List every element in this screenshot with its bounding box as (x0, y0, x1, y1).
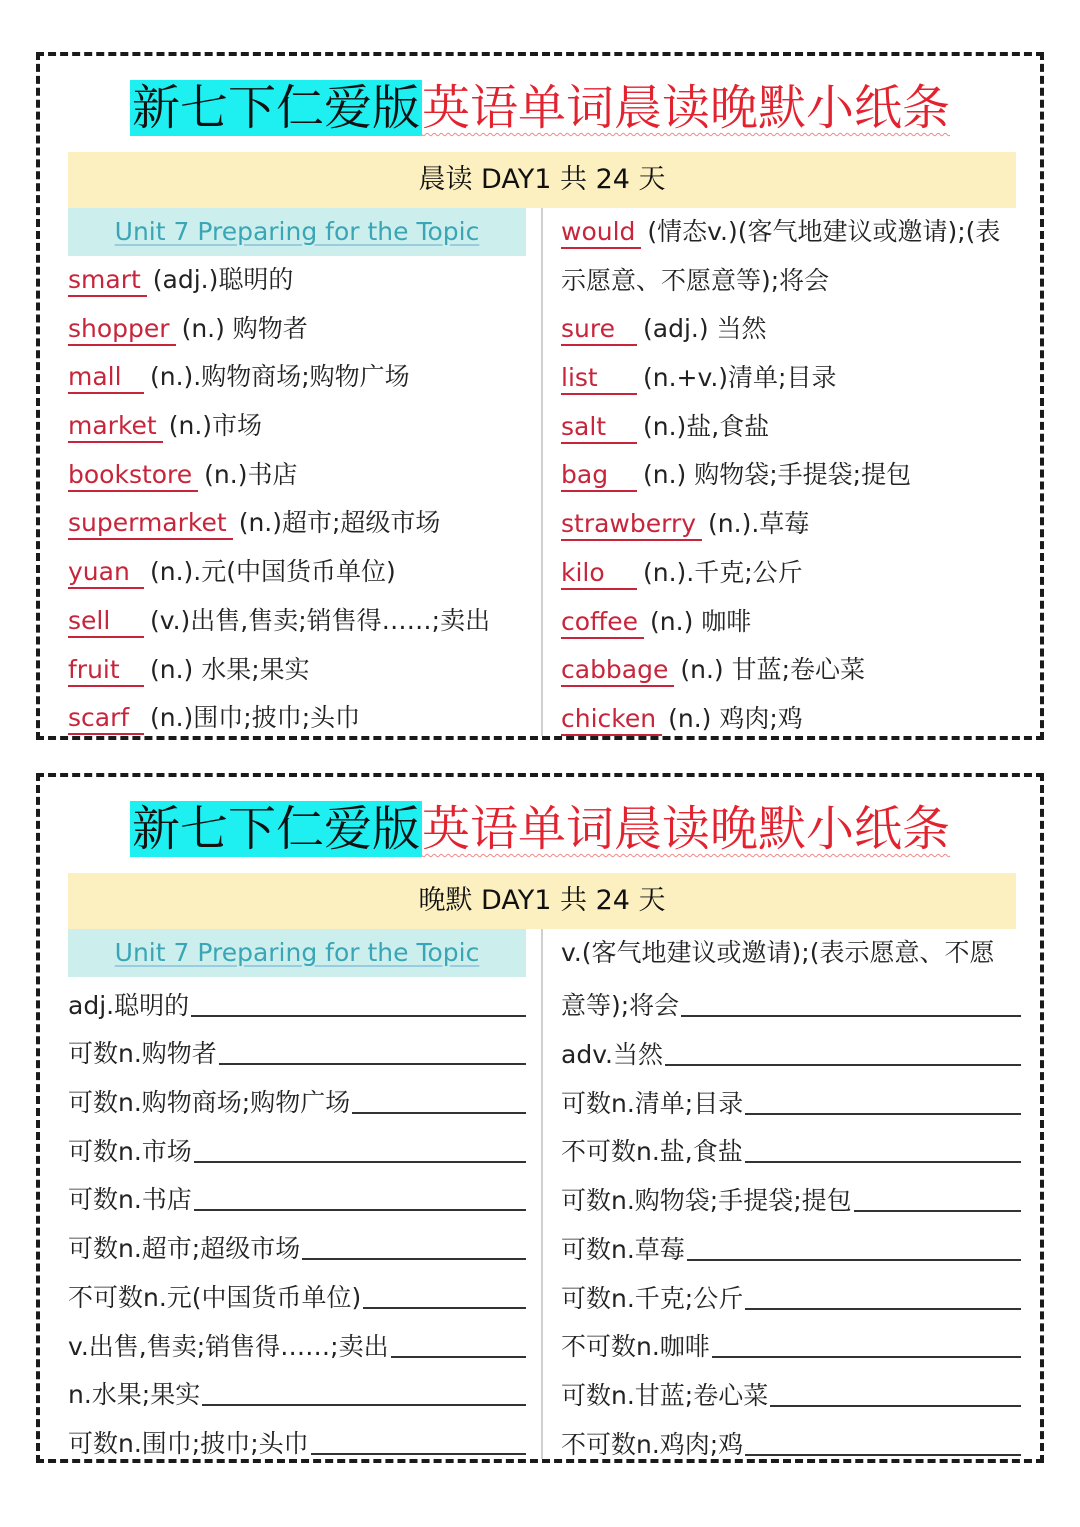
word-row (68, 402, 526, 451)
dictation-cue: 意等);将会 (561, 991, 680, 1021)
word-meaning: (v.)出售,售卖;销售得……;卖出 (150, 605, 491, 635)
dictation-cue: 可数n.围巾;披巾;头巾 (68, 1428, 309, 1458)
vocab-word: yuan (68, 557, 144, 589)
answer-blank-line (191, 1015, 526, 1017)
dictation-cue: 不可数n.鸡肉;鸡 (561, 1429, 744, 1459)
word-row (561, 695, 1021, 744)
dictation-cue: 可数n.市场 (68, 1136, 192, 1166)
dictation-row (561, 1416, 1021, 1465)
vocab-word: mall (68, 362, 144, 394)
word-row (68, 451, 526, 500)
dictation-row (68, 1123, 526, 1172)
vocab-word: sell (68, 606, 144, 638)
vocab-word: kilo (561, 558, 637, 590)
word-row (561, 354, 1021, 403)
vocab-word: bookstore (68, 460, 198, 492)
word-row (561, 451, 1021, 500)
evening-right-column (561, 929, 1021, 1465)
title-red: 英语单词晨读晚默小纸条 (422, 801, 951, 857)
unit-heading: Unit 7 Preparing for the Topic (68, 929, 526, 977)
answer-blank-line (745, 1161, 1021, 1163)
vocab-word: coffee (561, 607, 644, 639)
word-row (561, 646, 1021, 695)
vocab-word: sure (561, 314, 637, 346)
answer-blank-line (194, 1209, 526, 1211)
answer-blank-line (352, 1112, 526, 1114)
dictation-cue: 可数n.清单;目录 (561, 1088, 744, 1118)
word-row (561, 598, 1021, 647)
word-meaning: (n.) 甘蓝;卷心菜 (680, 655, 866, 685)
vocab-word: market (68, 411, 163, 443)
dictation-row (561, 1075, 1021, 1124)
answer-blank-line (681, 1015, 1021, 1017)
dictation-cue: 可数n.购物袋;手提袋;提包 (561, 1186, 852, 1216)
dictation-cue: 可数n.书店 (68, 1185, 192, 1215)
word-row (68, 353, 526, 402)
vocab-word: cabbage (561, 655, 674, 687)
word-row (561, 549, 1021, 598)
word-meaning: (adj.) 当然 (643, 314, 767, 344)
word-row (68, 499, 526, 548)
word-row (561, 305, 1021, 354)
word-meaning: (n.).购物商场;购物广场 (150, 362, 410, 392)
morning-left-column (68, 208, 526, 743)
dictation-cue: 可数n.超市;超级市场 (68, 1234, 301, 1264)
unit-heading: Unit 7 Preparing for the Topic (68, 208, 526, 256)
vocab-word: salt (561, 412, 637, 444)
word-row (68, 597, 526, 646)
dictation-row (68, 1026, 526, 1075)
dictation-row (68, 1074, 526, 1123)
vocab-word: fruit (68, 655, 144, 687)
word-row (68, 694, 526, 743)
dictation-row (68, 1220, 526, 1269)
word-meaning: (n.+v.)清单;目录 (643, 363, 837, 393)
dictation-row (68, 1172, 526, 1221)
answer-blank-line (745, 1113, 1021, 1115)
answer-blank-line (854, 1210, 1021, 1212)
answer-blank-line (302, 1258, 526, 1260)
word-row (68, 646, 526, 695)
dictation-cue: 可数n.草莓 (561, 1234, 685, 1264)
morning-reading-card (36, 52, 1044, 740)
title-highlight: 新七下仁爱版 (131, 801, 420, 857)
vocab-word: bag (561, 460, 637, 492)
word-meaning: (n.)超市;超级市场 (238, 508, 441, 538)
dictation-row (68, 1367, 526, 1416)
word-meaning: (情态v.)(客气地建议或邀请);(表 (647, 217, 1001, 246)
dictation-cue: v.(客气地建议或邀请);(表示愿意、不愿 (561, 938, 995, 967)
word-row (561, 403, 1021, 452)
answer-blank-line (665, 1064, 1021, 1066)
dictation-row (68, 1269, 526, 1318)
dictation-row (68, 1415, 526, 1464)
day-bar: 晨读 DAY1 共 24 天 (68, 152, 1016, 208)
word-row (68, 256, 526, 305)
column-divider (541, 929, 543, 1459)
word-meaning: (n.).元(中国货币单位) (150, 557, 396, 587)
word-meaning: (n.) 水果;果实 (150, 654, 310, 684)
vocab-word: scarf (68, 703, 144, 735)
word-meaning: (n.) 鸡肉;鸡 (668, 703, 803, 733)
word-meaning: (n.)书店 (204, 459, 298, 489)
word-row (68, 548, 526, 597)
card-title (40, 791, 1040, 867)
morning-right-column (561, 208, 1021, 744)
dictation-cue: 可数n.甘蓝;卷心菜 (561, 1380, 769, 1410)
answer-blank-line (770, 1405, 1021, 1407)
dictation-row (561, 978, 1021, 1027)
vocab-word: strawberry (561, 509, 702, 541)
evening-dictation-card (36, 773, 1044, 1463)
dictation-row (561, 1367, 1021, 1416)
column-divider (541, 208, 543, 736)
evening-left-column (68, 929, 526, 1464)
answer-blank-line (712, 1356, 1021, 1358)
dictation-cue: v.出售,售卖;销售得……;卖出 (68, 1331, 389, 1361)
answer-blank-line (391, 1356, 526, 1358)
dictation-cue: 可数n.千克;公斤 (561, 1283, 744, 1313)
vocab-word: chicken (561, 704, 662, 736)
vocab-word: smart (68, 265, 147, 297)
answer-blank-line (745, 1454, 1021, 1456)
word-meaning: (n.) 购物袋;手提袋;提包 (643, 460, 912, 490)
word-meaning-continued: 示愿意、不愿意等);将会 (561, 265, 830, 295)
title-red: 英语单词晨读晚默小纸条 (422, 80, 951, 136)
dictation-row (68, 977, 526, 1026)
dictation-cue: 不可数n.咖啡 (561, 1332, 710, 1362)
word-row (561, 500, 1021, 549)
word-meaning: (n.) 咖啡 (650, 606, 752, 636)
dictation-row (561, 1026, 1021, 1075)
word-meaning: (n.).草莓 (708, 509, 810, 539)
dictation-cue: 可数n.购物者 (68, 1039, 217, 1069)
vocab-word: supermarket (68, 508, 233, 540)
word-meaning: (n.)盐,食盐 (643, 411, 770, 441)
dictation-row (561, 1124, 1021, 1173)
answer-blank-line (194, 1161, 526, 1163)
vocab-word: would (561, 217, 641, 249)
dictation-cue: 不可数n.元(中国货币单位) (68, 1282, 362, 1312)
dictation-cue: n.水果;果实 (68, 1380, 201, 1410)
dictation-cue: adj.聪明的 (68, 990, 190, 1020)
word-meaning: (n.) 购物者 (181, 313, 308, 343)
dictation-row (561, 1172, 1021, 1221)
dictation-cue: 不可数n.盐,食盐 (561, 1137, 743, 1167)
word-meaning: (n.)市场 (168, 411, 263, 441)
answer-blank-line (202, 1404, 526, 1406)
dictation-row (561, 1319, 1021, 1368)
word-row (68, 305, 526, 354)
answer-blank-line (363, 1307, 526, 1309)
card-title (40, 70, 1040, 146)
answer-blank-line (745, 1308, 1021, 1310)
day-bar: 晚默 DAY1 共 24 天 (68, 873, 1016, 929)
word-meaning: (adj.)聪明的 (152, 265, 294, 294)
vocab-word: list (561, 363, 637, 395)
dictation-row (68, 1318, 526, 1367)
dictation-row (561, 1221, 1021, 1270)
word-meaning: (n.)围巾;披巾;头巾 (150, 703, 361, 733)
answer-blank-line (219, 1063, 526, 1065)
vocab-word: shopper (68, 314, 176, 346)
dictation-row (561, 1270, 1021, 1319)
title-highlight: 新七下仁爱版 (131, 80, 420, 136)
answer-blank-line (311, 1453, 526, 1455)
word-row (561, 208, 1021, 257)
dictation-cue: 可数n.购物商场;购物广场 (68, 1088, 351, 1118)
answer-blank-line (687, 1259, 1021, 1261)
dictation-cue: adv.当然 (561, 1040, 663, 1070)
word-meaning: (n.).千克;公斤 (643, 557, 803, 587)
